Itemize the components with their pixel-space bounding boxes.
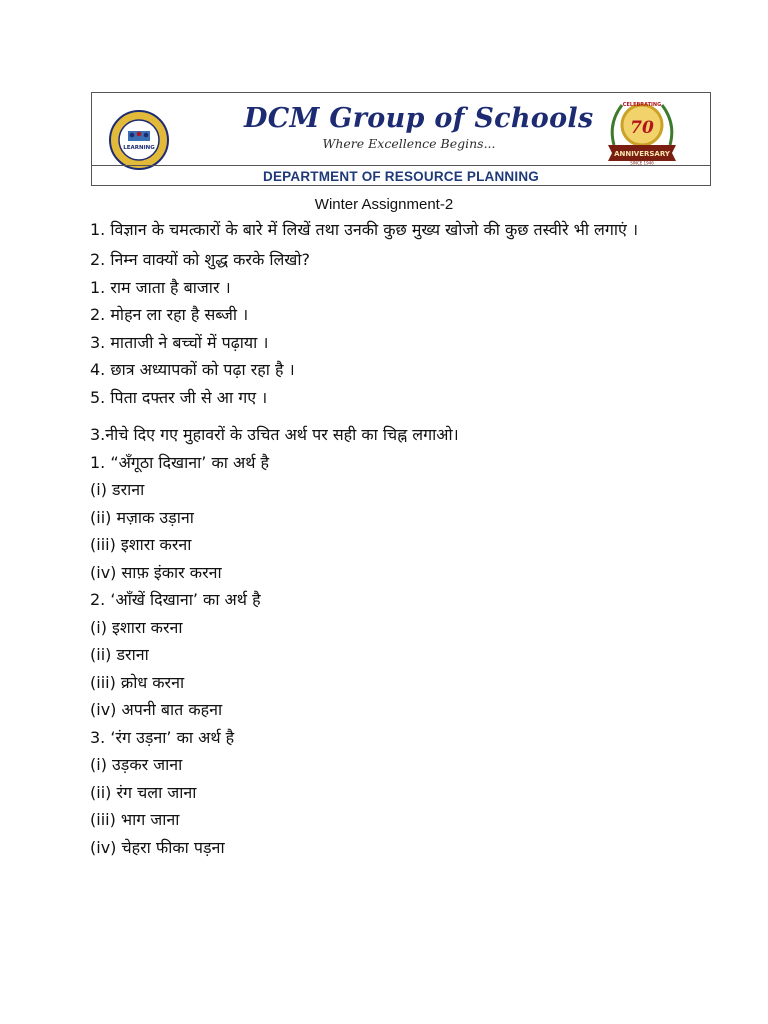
idiom-option: (iii) भाग जाना — [90, 810, 180, 829]
idiom-option: (ii) रंग चला जाना — [90, 782, 197, 802]
assignment-content — [90, 218, 690, 861]
idiom-option: (ii) मज़ाक उड़ाना — [90, 507, 194, 527]
anniversary-badge — [602, 95, 682, 165]
idiom-option: (iii) इशारा करना — [90, 535, 192, 554]
school-logo-left — [108, 109, 170, 171]
sentence-item: 3. माताजी ने बच्चों में पढ़ाया । — [90, 332, 269, 352]
question-2-heading: 2. निम्न वाक्यों को शुद्ध करके लिखो? — [90, 250, 311, 269]
idiom-prompt: 3. ‘रंग उड़ना’ का अर्थ है — [90, 727, 235, 747]
question-3-heading: 3.नीचे दिए गए मुहावरों के उचित अर्थ पर सही का चिह्न लगाओ। — [90, 425, 459, 444]
school-name: DCM Group of Schools — [244, 103, 594, 134]
sentence-item: 5. पिता दफ्तर जी से आ गए । — [90, 387, 268, 407]
assignment-title: Winter Assignment-2 — [314, 196, 454, 213]
idiom-option: (i) डराना — [90, 480, 145, 499]
svg-text:LEARNING: LEARNING — [123, 145, 155, 151]
svg-text:ANNIVERSARY: ANNIVERSARY — [614, 150, 670, 158]
sentence-item: 4. छात्र अध्यापकों को पढ़ा रहा है । — [90, 360, 295, 379]
department-title: DEPARTMENT OF RESOURCE PLANNING — [263, 169, 539, 184]
idiom-option: (iv) साफ़ इंकार करना — [90, 562, 222, 582]
svg-text:SINCE 1946: SINCE 1946 — [630, 160, 654, 165]
svg-text:70: 70 — [630, 118, 654, 138]
idiom-option: (iii) क्रोध करना — [90, 672, 185, 692]
idiom-prompt: 2. ‘आँखें दिखाना’ का अर्थ है — [90, 590, 261, 609]
question-1: 1. विज्ञान के चमत्कारों के बारे में लिखें तथा उनकी कुछ मुख्य खोजो की कुछ तस्वीरे भी लगाएं । — [90, 220, 639, 239]
idiom-prompt: 1. “अँगूठा दिखाना’ का अर्थ है — [90, 452, 270, 472]
idiom-option: (ii) डराना — [90, 645, 149, 664]
sentence-item: 2. मोहन ला रहा है सब्जी । — [90, 305, 249, 324]
svg-text:CELEBRATING: CELEBRATING — [622, 102, 662, 108]
idiom-option: (iv) अपनी बात कहना — [90, 700, 223, 719]
school-tagline: Where Excellence Begins... — [322, 136, 496, 151]
sentence-item: 1. राम जाता है बाजार । — [90, 277, 231, 297]
idiom-option: (i) इशारा करना — [90, 617, 183, 637]
idiom-option: (iv) चेहरा फीका पड़ना — [90, 837, 225, 857]
school-header — [91, 92, 711, 186]
idiom-option: (i) उड़कर जाना — [90, 755, 183, 774]
header-divider — [92, 165, 710, 166]
